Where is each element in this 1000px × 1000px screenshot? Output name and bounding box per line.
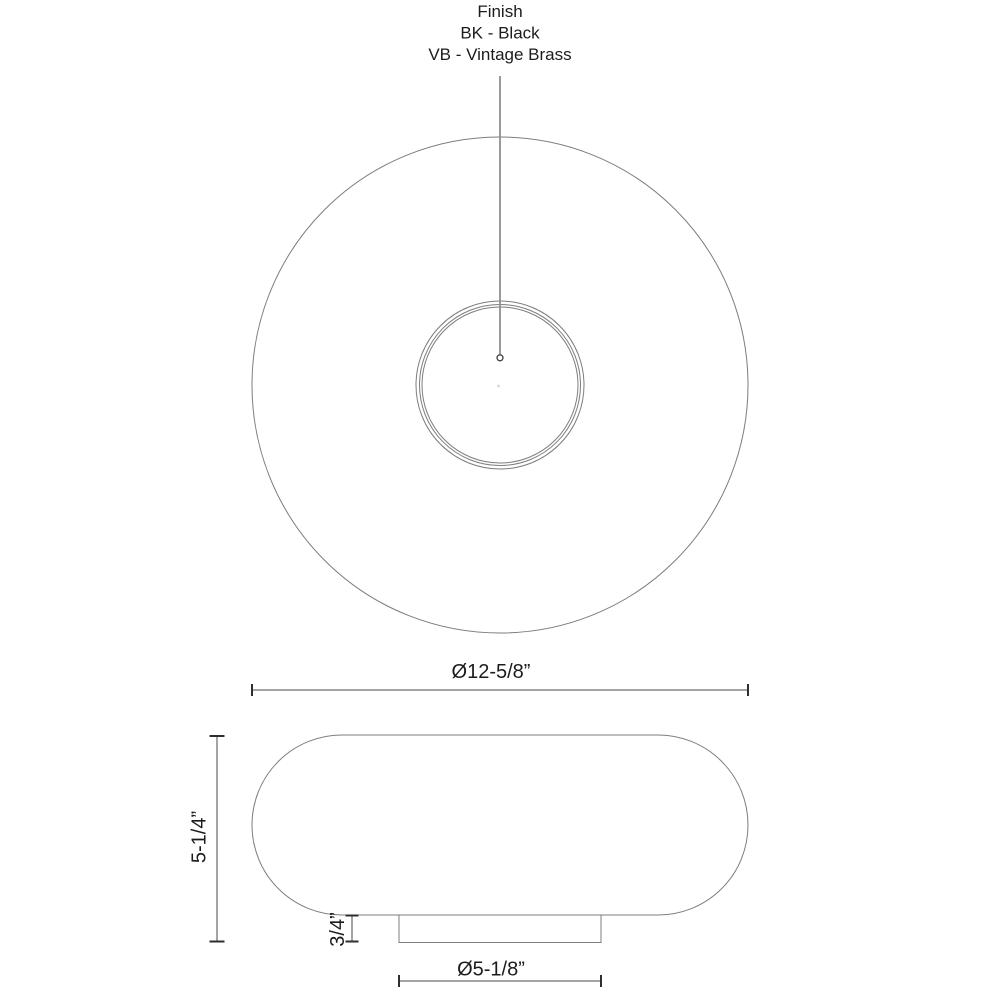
base-diameter-dimension [399, 959, 601, 988]
top-diameter-dimension [252, 661, 748, 696]
top-view [252, 76, 748, 633]
base-diameter-label: Ø5-1/8” [457, 958, 525, 981]
side-view [252, 735, 748, 943]
center-point-dot [497, 385, 500, 388]
top-diameter-label: Ø12-5/8” [451, 661, 531, 683]
finish-option-black: BK - Black [460, 23, 540, 43]
height-label: 5-1/4” [188, 810, 211, 864]
base-height-label: 3/4” [327, 912, 349, 947]
finish-note [428, 2, 571, 64]
finish-note-title: Finish [477, 2, 523, 21]
finish-option-vintage-brass: VB - Vintage Brass [428, 45, 572, 64]
mounting-base-profile [399, 915, 601, 943]
fixture-body-profile [252, 735, 748, 915]
height-dimension [189, 736, 225, 942]
base-height-dimension [327, 912, 359, 946]
leader-end-marker [497, 355, 503, 361]
